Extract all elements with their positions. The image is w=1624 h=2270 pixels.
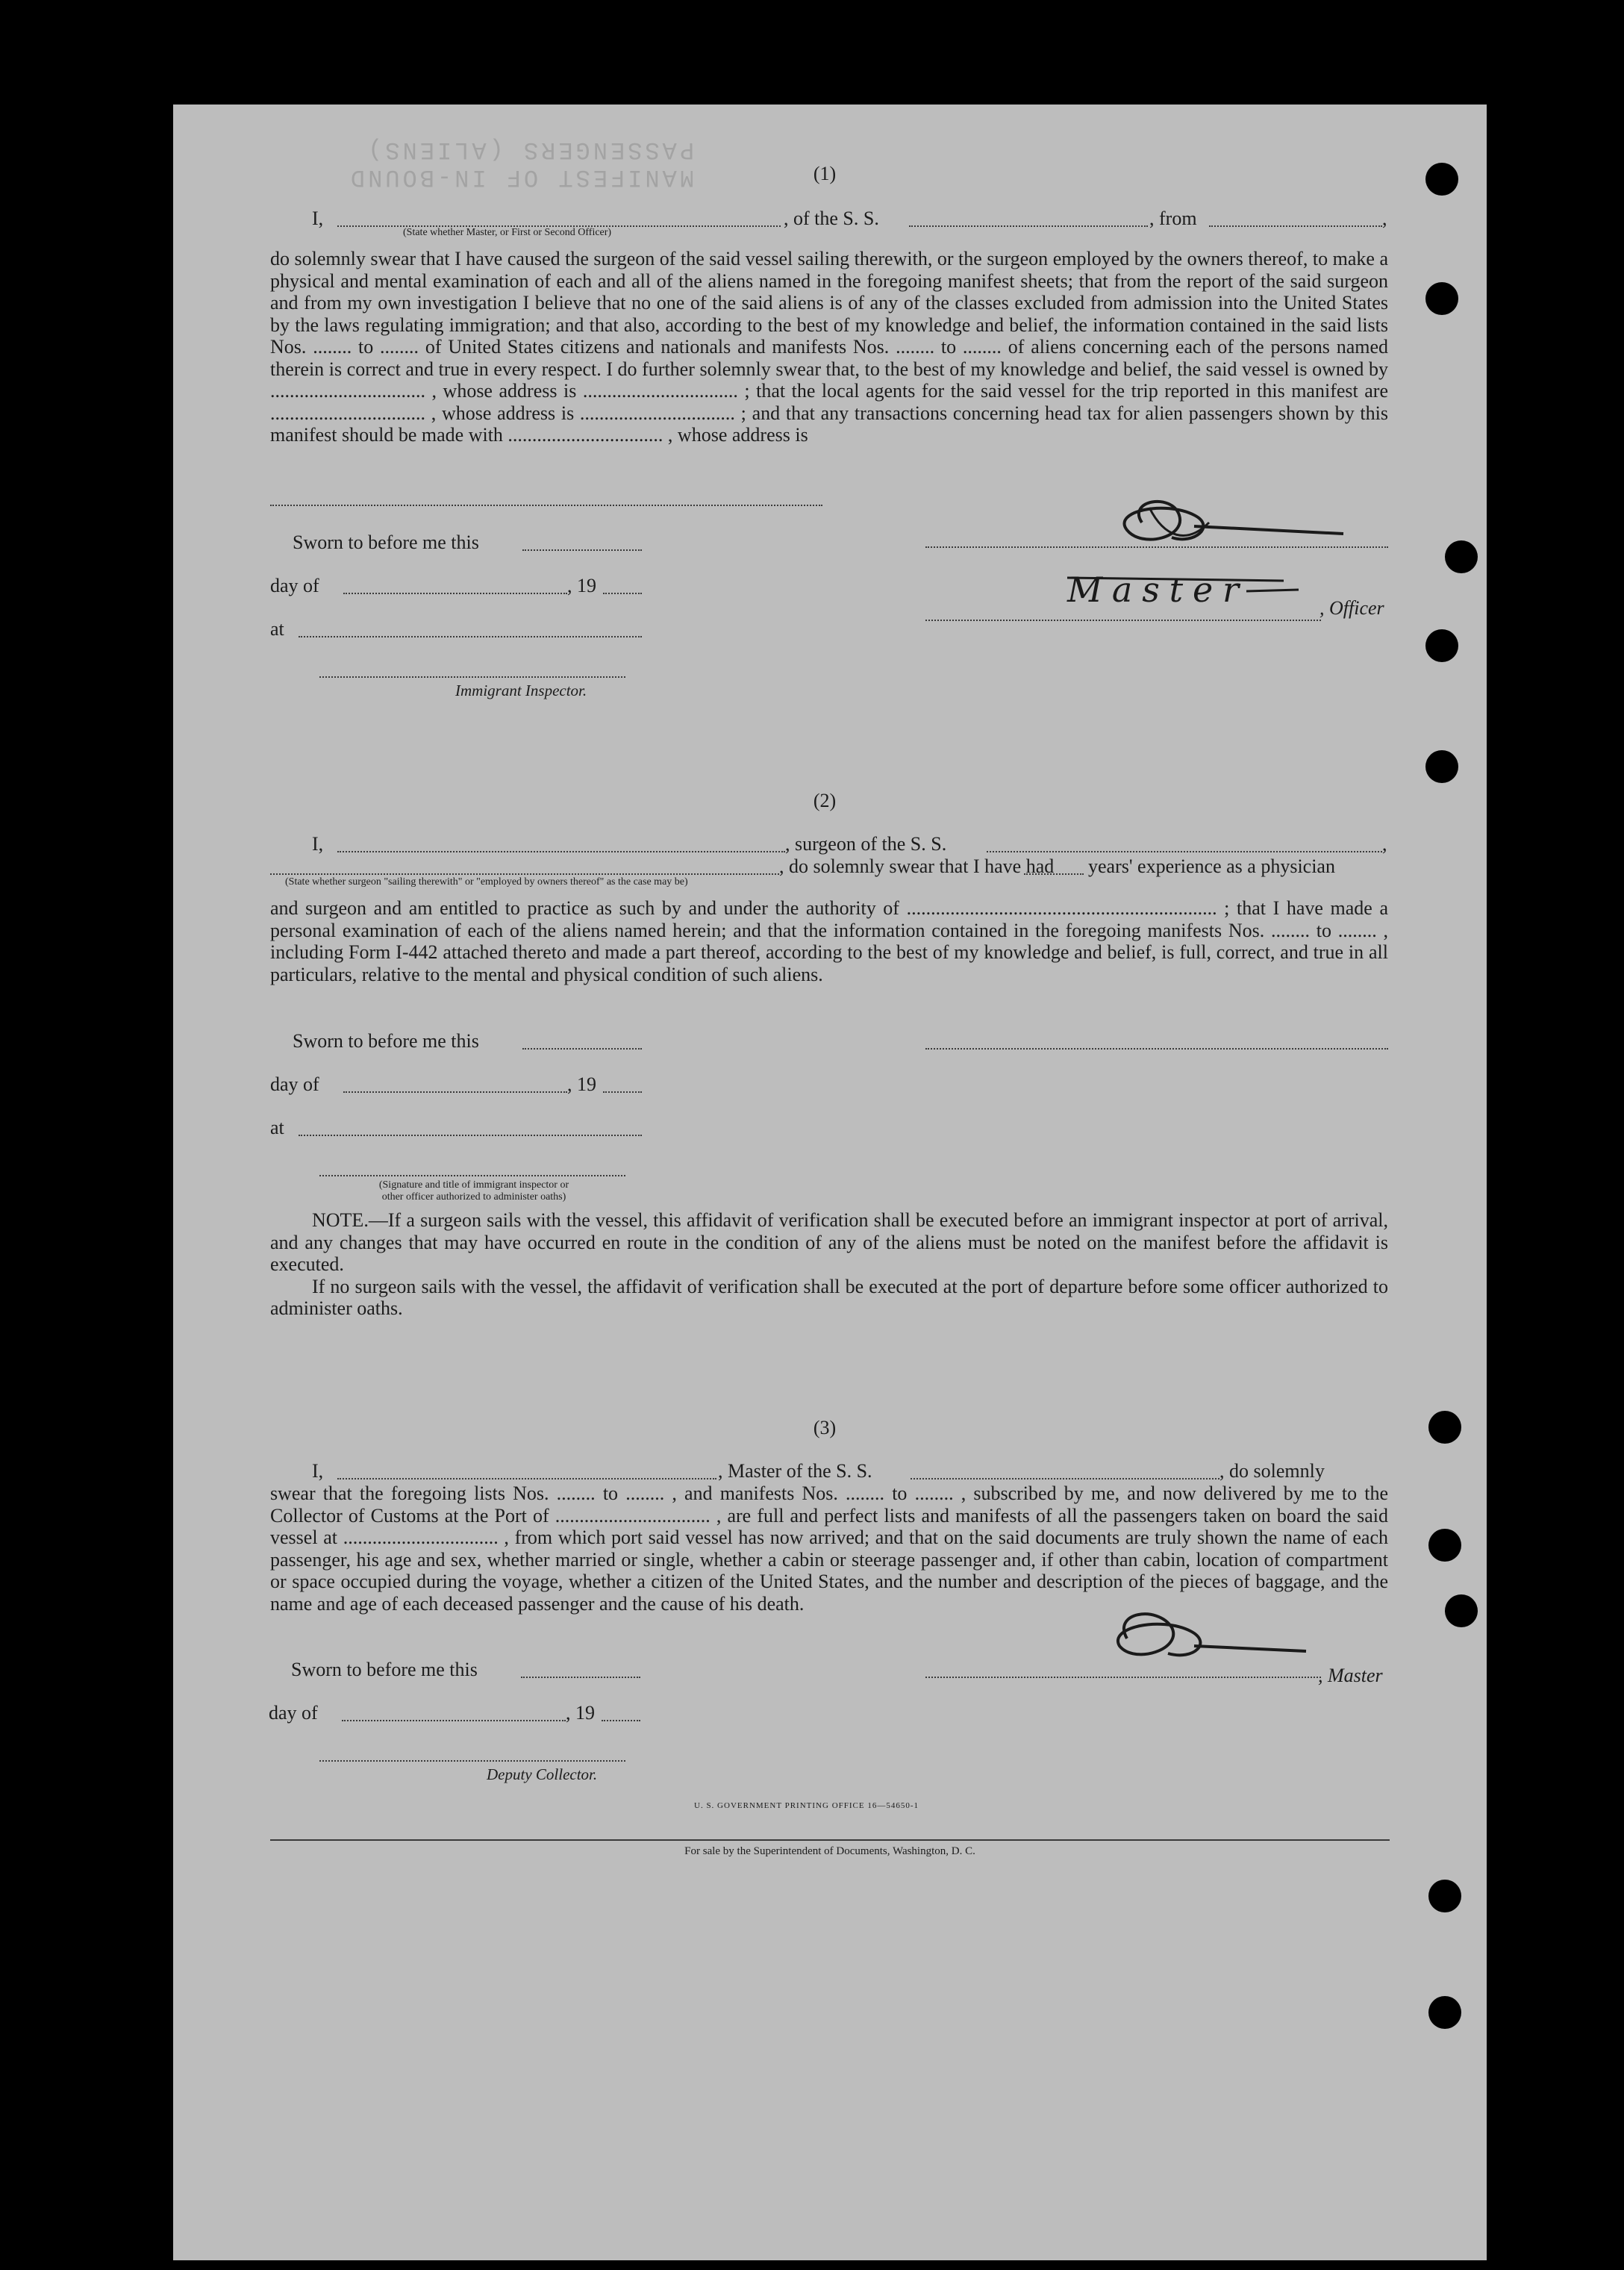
sworn-date-line-1	[522, 549, 642, 551]
sworn-date-line-3	[521, 1677, 640, 1678]
section-1-line-end: ,	[1382, 208, 1387, 229]
signature-note-1: (Signature and title of immigrant inspector or	[378, 1179, 569, 1191]
year-3: , 19	[566, 1702, 595, 1724]
signature-scrawl-3	[1090, 1605, 1314, 1672]
section-1-from: , from	[1149, 208, 1197, 229]
month-line-2	[343, 1091, 567, 1093]
sworn-text-2: Sworn to before me this	[293, 1030, 479, 1052]
surgeon-vessel-line	[987, 851, 1382, 852]
section-2-lead: I,	[312, 833, 324, 855]
punch-hole	[1428, 1996, 1461, 2029]
years-line	[1024, 873, 1084, 875]
punch-hole	[1425, 750, 1458, 783]
collector-signature-line	[319, 1760, 625, 1762]
day-of-1: day of	[270, 575, 319, 596]
surgeon-status-line	[270, 873, 779, 875]
officer-signature-line-1	[925, 546, 1388, 548]
at-2: at	[270, 1117, 284, 1138]
section-1-lead: I,	[312, 208, 324, 229]
year-1: , 19	[567, 575, 596, 596]
sworn-date-line-2	[522, 1048, 642, 1050]
section-3-lead: I,	[312, 1460, 324, 1482]
inspector-signature-line	[319, 676, 625, 678]
note-text-2: If no surgeon sails with the vessel, the affidavit of verification shall be executed at the port of departure before some officer authorized to administer oaths.	[270, 1275, 1388, 1319]
officer-signature-line-2b	[319, 1175, 625, 1176]
section-1-oath-text	[270, 248, 1388, 446]
section-2-number: (2)	[813, 790, 837, 811]
section-3-oath-text	[270, 1482, 1388, 1615]
section-2-note	[270, 1209, 1388, 1320]
year-2: , 19	[567, 1073, 596, 1095]
master-signature-line	[925, 1677, 1321, 1678]
section-1-tail-line	[270, 505, 822, 506]
punch-hole	[1425, 163, 1458, 196]
printing-office-imprint: U. S. GOVERNMENT PRINTING OFFICE 16—54650-1	[694, 1801, 919, 1810]
vessel-name-line	[909, 225, 1148, 227]
day-of-2: day of	[270, 1073, 319, 1095]
month-line-3	[342, 1720, 566, 1721]
officer-rank-note: (State whether Master, or First or Second Officer)	[403, 227, 612, 238]
day-of-3: day of	[269, 1702, 318, 1724]
note-text: —If a surgeon sails with the vessel, this affidavit of verification shall be executed before an immigrant inspector at port of arrival, and any changes that may have occurred en route in the condition of any of the aliens must be noted on the manifest before the affidavit is executed.	[270, 1209, 1388, 1275]
note-heading: NOTE.	[312, 1209, 369, 1231]
signature-master-text	[1060, 564, 1306, 617]
punch-hole	[1428, 1411, 1461, 1444]
punch-hole	[1445, 1594, 1478, 1627]
sworn-text-1: Sworn to before me this	[293, 531, 479, 553]
punch-hole	[1428, 1529, 1461, 1562]
year-line-2	[603, 1091, 642, 1093]
signature-scrawl-1	[1097, 493, 1351, 552]
section-1-of-ss: , of the S. S.	[784, 208, 879, 229]
officer-signature-line-2	[925, 620, 1321, 621]
section-3-number: (3)	[813, 1417, 837, 1438]
officer-label: , Officer	[1320, 597, 1384, 619]
section-3-master-of: , Master of the S. S.	[718, 1460, 872, 1482]
month-line-1	[343, 593, 567, 594]
place-line-1	[299, 636, 642, 637]
deputy-collector-label: Deputy Collector.	[487, 1765, 598, 1783]
section-1-number: (1)	[813, 163, 837, 184]
section-2-oath-text	[270, 897, 1388, 985]
punch-hole	[1425, 629, 1458, 662]
punch-hole	[1445, 540, 1478, 573]
section-2-line-end: ,	[1382, 833, 1387, 855]
surgeon-status-note: (State whether surgeon "sailing therewith" or "employed by owners thereof" as the case may be)	[285, 876, 688, 888]
departure-port-line	[1209, 225, 1382, 227]
master-name-line	[337, 1478, 716, 1479]
signature-master-lettering: Master	[1067, 570, 1239, 610]
section-2-surgeon-of: , surgeon of the S. S.	[785, 833, 947, 855]
surgeon-name-line	[337, 851, 785, 852]
master-vessel-line	[911, 1478, 1219, 1479]
section-2-body: and surgeon and am entitled to practice as such by and under the authority of ................................................................ ; that I have made a personal examination of each of the aliens named herein; and that the information contained in the foregoing manifests Nos. ........ to ........ , including Form I-442 attached thereto and made a part thereof, according to the best of my knowledge and belief, is full, correct, and true in all particulars, relative to the mental and physical condition of such aliens.	[270, 897, 1388, 985]
sworn-text-3: Sworn to before me this	[291, 1659, 478, 1680]
section-1-body: do solemnly swear that I have caused the surgeon of the said vessel sailing therewith, or the surgeon employed by the owners thereof, to make a physical and mental examination of each and all of the aliens named in the foregoing manifest sheets; that from the report of the said surgeon and from my own investigation I believe that no one of the said aliens is of any of the classes excluded from admission into the United States by the laws regulating immigration; and that also, according to the best of my knowledge and belief, the information contained in the said lists Nos. ........ to ........ of United States citizens and nationals and manifests Nos. ........ to ........ of aliens concerning each of the persons named therein is correct and true in every respect. I do further solemnly swear that, to the best of my knowledge and belief, the said vessel is owned by ................................ , whose address is ................................ ; that the local agents for the said vessel for the trip reported in this manifest are ................................ , whose address is ................................ ; and that any transactions concerning head tax for alien passengers shown by this manifest should be made with ................................ , whose address is	[270, 248, 1388, 446]
year-line-1	[603, 593, 642, 594]
section-3-swear: , do solemnly	[1219, 1460, 1325, 1482]
signature-note-2: other officer authorized to administer oaths)	[381, 1191, 566, 1203]
for-sale-note: For sale by the Superintendent of Documents, Washington, D. C.	[684, 1845, 975, 1857]
section-3-body: swear that the foregoing lists Nos. ........ to ........ , and manifests Nos. ........ to ........ , subscribed by me, and now delivered by me to the Collector of Customs at the Port of ................................ , are full and perfect lists and manifests of all the passengers taken on board the said vessel at ................................ , from which port said vessel has now arrived; and that on the said documents are truly shown the name of each passenger, his age and sex, whether married or single, whether a cabin or steerage passenger and, if other than cabin, location of compartment or space occupied during the voyage, whether a citizen of the United States, and the number and description of the pieces of baggage, and the name and age of each deceased passenger and the cause of his death.	[270, 1482, 1388, 1615]
at-1: at	[270, 618, 284, 640]
bleed-through-header: MANIFEST OF IN-BOUND PASSENGERS (ALIENS)	[347, 136, 694, 191]
surgeon-signature-line	[925, 1048, 1388, 1050]
punch-hole	[1425, 282, 1458, 315]
section-2-swear: , do solemnly swear that I have had	[779, 855, 1055, 877]
punch-hole	[1428, 1880, 1461, 1912]
place-line-2	[299, 1135, 642, 1136]
section-2-years: years' experience as a physician	[1088, 855, 1335, 877]
master-label: , Master	[1318, 1665, 1383, 1686]
footer-rule	[270, 1839, 1390, 1841]
immigrant-inspector-label: Immigrant Inspector.	[455, 682, 587, 699]
year-line-3	[602, 1720, 640, 1721]
